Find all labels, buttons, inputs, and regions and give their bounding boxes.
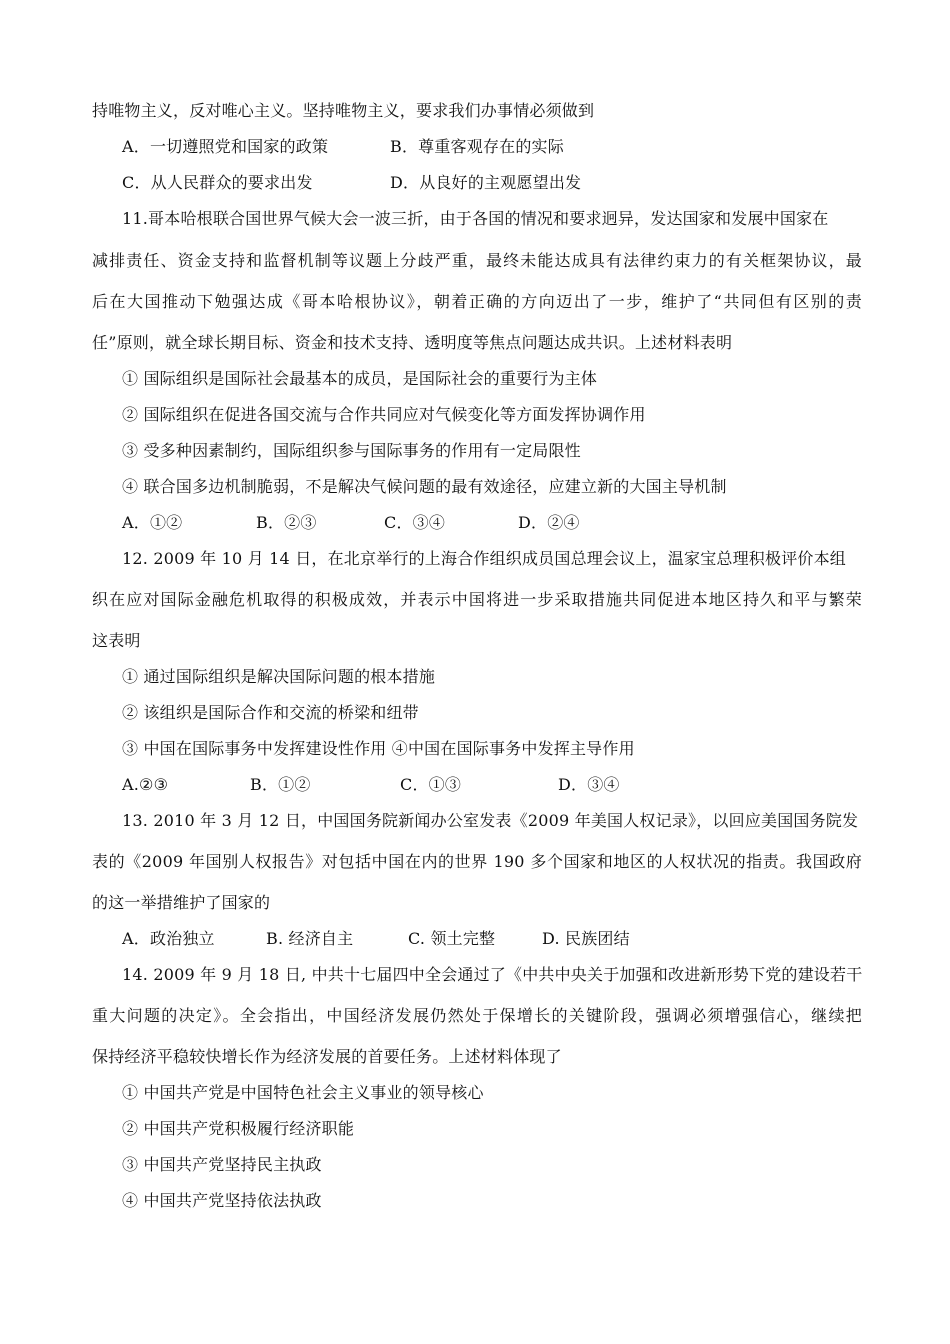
q10-option-b: B．尊重客观存在的实际 [390, 137, 564, 156]
q13-option-b: B. 经济自主 [266, 929, 354, 948]
q11-item-1: ① 国际组织是国际社会最基本的成员，是国际社会的重要行为主体 [122, 369, 598, 388]
q12-item-1: ① 通过国际组织是解决国际问题的根本措施 [122, 667, 436, 686]
q14-stem-line-2: 重大问题的决定》。全会指出，中国经济发展仍然处于保增长的关键阶段，强调必须增强信心，继续把 [92, 1006, 862, 1025]
q13-option-d: D. 民族团结 [542, 929, 630, 948]
q12-option-c: C．①③ [400, 775, 462, 794]
q10-stem-tail: 持唯物主义，反对唯心主义。坚持唯物主义，要求我们办事情必须做到 [92, 101, 595, 120]
q12-item-3-4: ③ 中国在国际事务中发挥建设性作用 ④中国在国际事务中发挥主导作用 [122, 739, 635, 758]
q13-stem-line-2: 表的《2009 年国别人权报告》对包括中国在内的世界 190 多个国家和地区的人权状况的指责。我国政府 [92, 852, 862, 871]
q12-stem-line-2: 织在应对国际金融危机取得的积极成效，并表示中国将进一步采取措施共同促进本地区持久和平与繁荣 [92, 590, 862, 609]
q13-option-c: C. 领土完整 [408, 929, 496, 948]
q13-option-a: A．政治独立 [122, 929, 215, 948]
q11-option-d: D．②④ [518, 513, 580, 532]
q10-option-a: A．一切遵照党和国家的政策 [122, 137, 329, 156]
q11-stem-line-4: 任”原则，就全球长期目标、资金和技术支持、透明度等焦点问题达成共识。上述材料表明 [92, 333, 733, 352]
q14-stem-line-3: 保持经济平稳较快增长作为经济发展的首要任务。上述材料体现了 [92, 1047, 562, 1066]
q14-item-1: ① 中国共产党是中国特色社会主义事业的领导核心 [122, 1083, 484, 1102]
q10-option-d: D．从良好的主观愿望出发 [390, 173, 582, 192]
q10-option-c: C．从人民群众的要求出发 [122, 173, 313, 192]
q14-item-3: ③ 中国共产党坚持民主执政 [122, 1155, 322, 1174]
q12-item-2: ② 该组织是国际合作和交流的桥梁和纽带 [122, 703, 419, 722]
q12-option-b: B．①② [250, 775, 311, 794]
q11-option-b: B．②③ [256, 513, 317, 532]
q11-item-2: ② 国际组织在促进各国交流与合作共同应对气候变化等方面发挥协调作用 [122, 405, 646, 424]
q13-stem-line-3: 的这一举措维护了国家的 [92, 893, 271, 912]
q11-stem-line-3: 后在大国推动下勉强达成《哥本哈根协议》，朝着正确的方向迈出了一步，维护了“共同但有区别的责 [92, 292, 862, 311]
q13-stem-line-1: 13. 2010 年 3 月 12 日，中国国务院新闻办公室发表《2009 年美国人权记录》，以回应美国国务院发 [122, 811, 859, 830]
q11-stem-line-1: 11.哥本哈根联合国世界气候大会一波三折，由于各国的情况和要求迥异，发达国家和发展中国家在 [122, 209, 829, 228]
q11-item-4: ④ 联合国多边机制脆弱，不是解决气候问题的最有效途径，应建立新的大国主导机制 [122, 477, 727, 496]
q11-item-3: ③ 受多种因素制约，国际组织参与国际事务的作用有一定局限性 [122, 441, 581, 460]
q12-option-a: A.②③ [122, 775, 169, 794]
q14-item-4: ④ 中国共产党坚持依法执政 [122, 1191, 322, 1210]
q12-stem-line-1: 12. 2009 年 10 月 14 日，在北京举行的上海合作组织成员国总理会议上，温家宝总理积极评价本组 [122, 549, 846, 568]
q11-option-c: C．③④ [384, 513, 446, 532]
q12-stem-line-3: 这表明 [92, 631, 141, 650]
q14-item-2: ② 中国共产党积极履行经济职能 [122, 1119, 355, 1138]
q14-stem-line-1: 14. 2009 年 9 月 18 日, 中共十七届四中全会通过了《中共中央关于加强和改进新形势下党的建设若干 [122, 965, 863, 984]
q12-option-d: D．③④ [558, 775, 620, 794]
q11-option-a: A．①② [122, 513, 183, 532]
q11-stem-line-2: 减排责任、资金支持和监督机制等议题上分歧严重，最终未能达成具有法律约束力的有关框架协议，最 [92, 251, 862, 270]
